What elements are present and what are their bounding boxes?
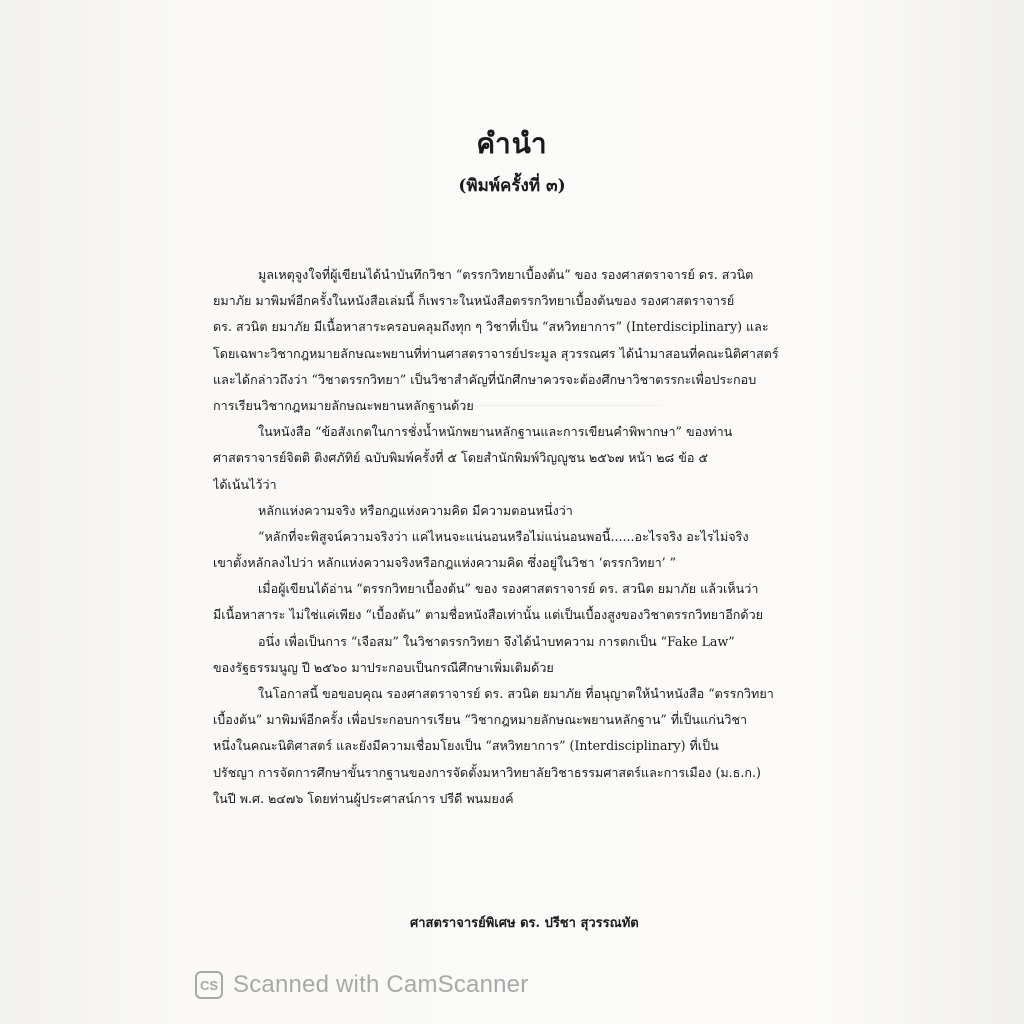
body-line: เบื้องต้น” มาพิมพ์อีกครั้ง เพื่อประกอบการเรียน “วิชากฎหมายลักษณะพยานหลักฐาน” ที่เป็นแก่นวิชา (213, 712, 748, 728)
body-line: มูลเหตุจูงใจที่ผู้เขียนได้นำบันทึกวิชา “ตรรกวิทยาเบื้องต้น” ของ รองศาสตราจารย์ ดร. สวนิต (258, 267, 754, 282)
body-line: เขาตั้งหลักลงไปว่า หลักแห่งความจริงหรือกฎแห่งความคิด ซึ่งอยู่ในวิชา ‘ตรรกวิทยา’ ” (213, 555, 677, 571)
body-line: อนึ่ง เพื่อเป็นการ “เจือสม” ในวิชาตรรกวิทยา จึงได้นำบทความ การตกเป็น “Fake Law” (258, 633, 735, 649)
body-line: หลักแห่งความจริง หรือกฎแห่งความคิด มีความตอนหนึ่งว่า (258, 502, 573, 518)
body-line: มีเนื้อหาสาระ ไม่ใช่แค่เพียง “เบื้องต้น” ตามชื่อหนังสือเท่านั้น แต่เป็นเบื้องสูงของวิชาตรรกวิทยาอีกด้วย (213, 607, 764, 623)
preface-body (213, 262, 798, 812)
body-line: ของรัฐธรรมนูญ ปี ๒๕๖๐ มาประกอบเป็นกรณีศึกษาเพิ่มเติมด้วย (213, 659, 554, 675)
body-line: ในปี พ.ศ. ๒๔๗๖ โดยท่านผู้ประศาสน์การ ปรีดี พนมยงค์ (213, 790, 514, 806)
body-line: การเรียนวิชากฎหมายลักษณะพยานหลักฐานด้วย (213, 397, 474, 413)
body-line: ศาสตราจารย์จิตติ ติงศภัทิย์ ฉบับพิมพ์ครั้งที่ ๕ โดยสำนักพิมพ์วิญญูชน ๒๕๖๗ หน้า ๒๘ ข้อ ๕ (213, 450, 708, 466)
body-line: โดยเฉพาะวิชากฎหมายลักษณะพยานที่ท่านศาสตราจารย์ประมูล สุวรรณศร ได้นำมาสอนที่คณะนิติศาสตร์ (213, 345, 779, 361)
page-subtitle: (พิมพ์ครั้งที่ ๓) (458, 176, 566, 196)
watermark-text: Scanned with CamScanner (233, 971, 529, 998)
body-line: ปรัชญา การจัดการศึกษาขั้นรากฐานของการจัดตั้งมหาวิทยาลัยวิชาธรรมศาสตร์และการเมือง (ม.ธ.ก.) (213, 764, 761, 780)
bleed-through-mark (300, 720, 660, 722)
body-line: ในโอกาสนี้ ขอขอบคุณ รองศาสตราจารย์ ดร. สวนิต ยมาภัย ที่อนุญาตให้นำหนังสือ “ตรรกวิทยา (258, 686, 774, 701)
signature: ศาสตราจารย์พิเศษ ดร. ปรีชา สุวรรณทัต (410, 916, 639, 931)
bleed-through-mark (300, 405, 660, 407)
body-line: ดร. สวนิต ยมาภัย มีเนื้อหาสาระครอบคลุมถึงทุก ๆ วิชาที่เป็น “สหวิทยาการ” (Interdisciplinary) และ (213, 319, 769, 335)
camscanner-logo-icon: CS (195, 971, 223, 999)
page-title: คำนำ (476, 127, 548, 160)
body-line: “หลักที่จะพิสูจน์ความจริงว่า แค่ไหนจะแน่นอนหรือไม่แน่นอนพอนี้......อะไรจริง อะไรไม่จริง (258, 528, 749, 544)
body-line: และได้กล่าวถึงว่า “วิชาตรรกวิทยา” เป็นวิชาสำคัญที่นักศึกษาควรจะต้องศึกษาวิชาตรรกะเพื่อประกอบ (213, 371, 757, 387)
body-line: ได้เน้นไว้ว่า (213, 476, 277, 492)
body-line: ในหนังสือ “ข้อสังเกตในการชั่งน้ำหนักพยานหลักฐานและการเขียนคำพิพากษา” ของท่าน (258, 424, 733, 440)
body-line: เมื่อผู้เขียนได้อ่าน “ตรรกวิทยาเบื้องต้น” ของ รองศาสตราจารย์ ดร. สวนิต ยมาภัย แล้วเห็นว่า (258, 581, 759, 597)
camscanner-watermark (195, 968, 528, 1002)
body-line: หนึ่งในคณะนิติศาสตร์ และยังมีความเชื่อมโยงเป็น “สหวิทยาการ” (Interdisciplinary) ที่เป็น (213, 738, 719, 754)
body-line: ยมาภัย มาพิมพ์อีกครั้งในหนังสือเล่มนี้ ก็เพราะในหนังสือตรรกวิทยาเบื้องต้นของ รองศาสตราจารย์ (213, 293, 735, 309)
